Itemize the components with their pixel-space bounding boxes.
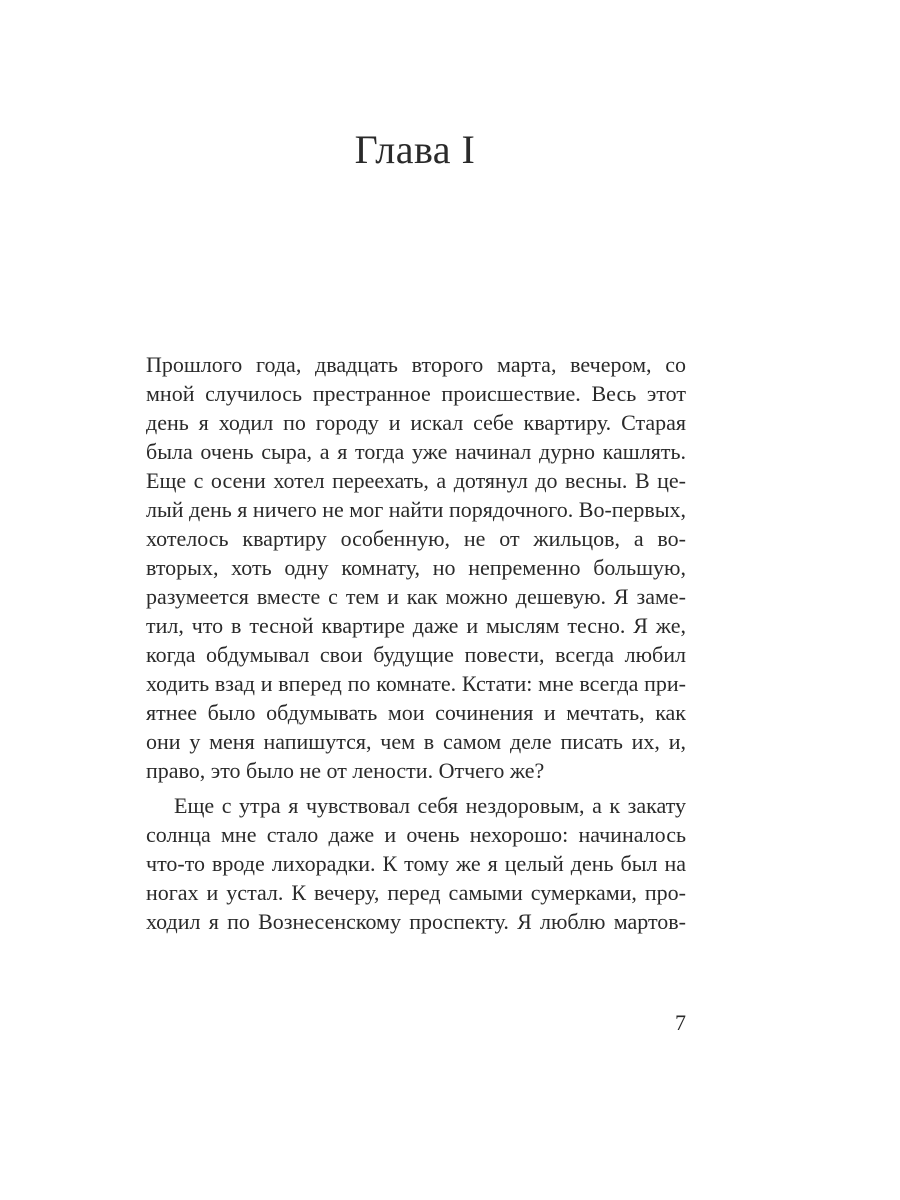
text-line: день я ходил по городу и искал себе квартиру. Старая xyxy=(146,410,686,435)
text-line: солнца мне стало даже и очень нехорошо: начиналось xyxy=(146,822,686,847)
text-line: они у меня напишутся, чем в самом деле писать их, и, xyxy=(146,729,686,754)
text-line: вторых, хоть одну комнату, но непременно большую, xyxy=(146,555,686,580)
text-line: ходить взад и вперед по комнате. Кстати: мне всегда при- xyxy=(146,671,686,696)
text-line: разумеется вместе с тем и как можно дешевую. Я заме- xyxy=(146,584,686,609)
text-line: ногах и устал. К вечеру, перед самыми сумерками, про- xyxy=(146,880,686,905)
text-line: мной случилось престранное происшествие. Весь этот xyxy=(146,381,686,406)
page-number: 7 xyxy=(675,1010,686,1035)
text-line: что-то вроде лихорадки. К тому же я целый день был на xyxy=(146,851,686,876)
chapter-title: Глава I xyxy=(354,127,476,172)
paragraph-1 xyxy=(146,350,686,785)
text-line: ходил я по Вознесенскому проспекту. Я люблю мартов- xyxy=(146,909,686,934)
text-line: когда обдумывал свои будущие повести, всегда любил xyxy=(146,642,686,667)
text-line: Еще с утра я чувствовал себя нездоровым, а к закату xyxy=(174,793,686,818)
text-line: хотелось квартиру особенную, не от жильцов, а во- xyxy=(146,526,686,551)
text-line: тил, что в тесной квартире даже и мыслям тесно. Я же, xyxy=(146,613,686,638)
text-line: Прошлого года, двадцать второго марта, вечером, со xyxy=(146,352,686,377)
text-line: была очень сыра, а я тогда уже начинал дурно кашлять. xyxy=(146,439,686,464)
body-text xyxy=(146,350,686,936)
text-line: лый день я ничего не мог найти порядочного. Во-первых, xyxy=(146,497,686,522)
text-line: ятнее было обдумывать мои сочинения и мечтать, как xyxy=(146,700,686,725)
paragraph-2 xyxy=(146,791,686,936)
text-line: Еще с осени хотел переехать, а дотянул до весны. В це- xyxy=(146,468,686,493)
text-line: право, это было не от лености. Отчего же? xyxy=(146,758,545,783)
